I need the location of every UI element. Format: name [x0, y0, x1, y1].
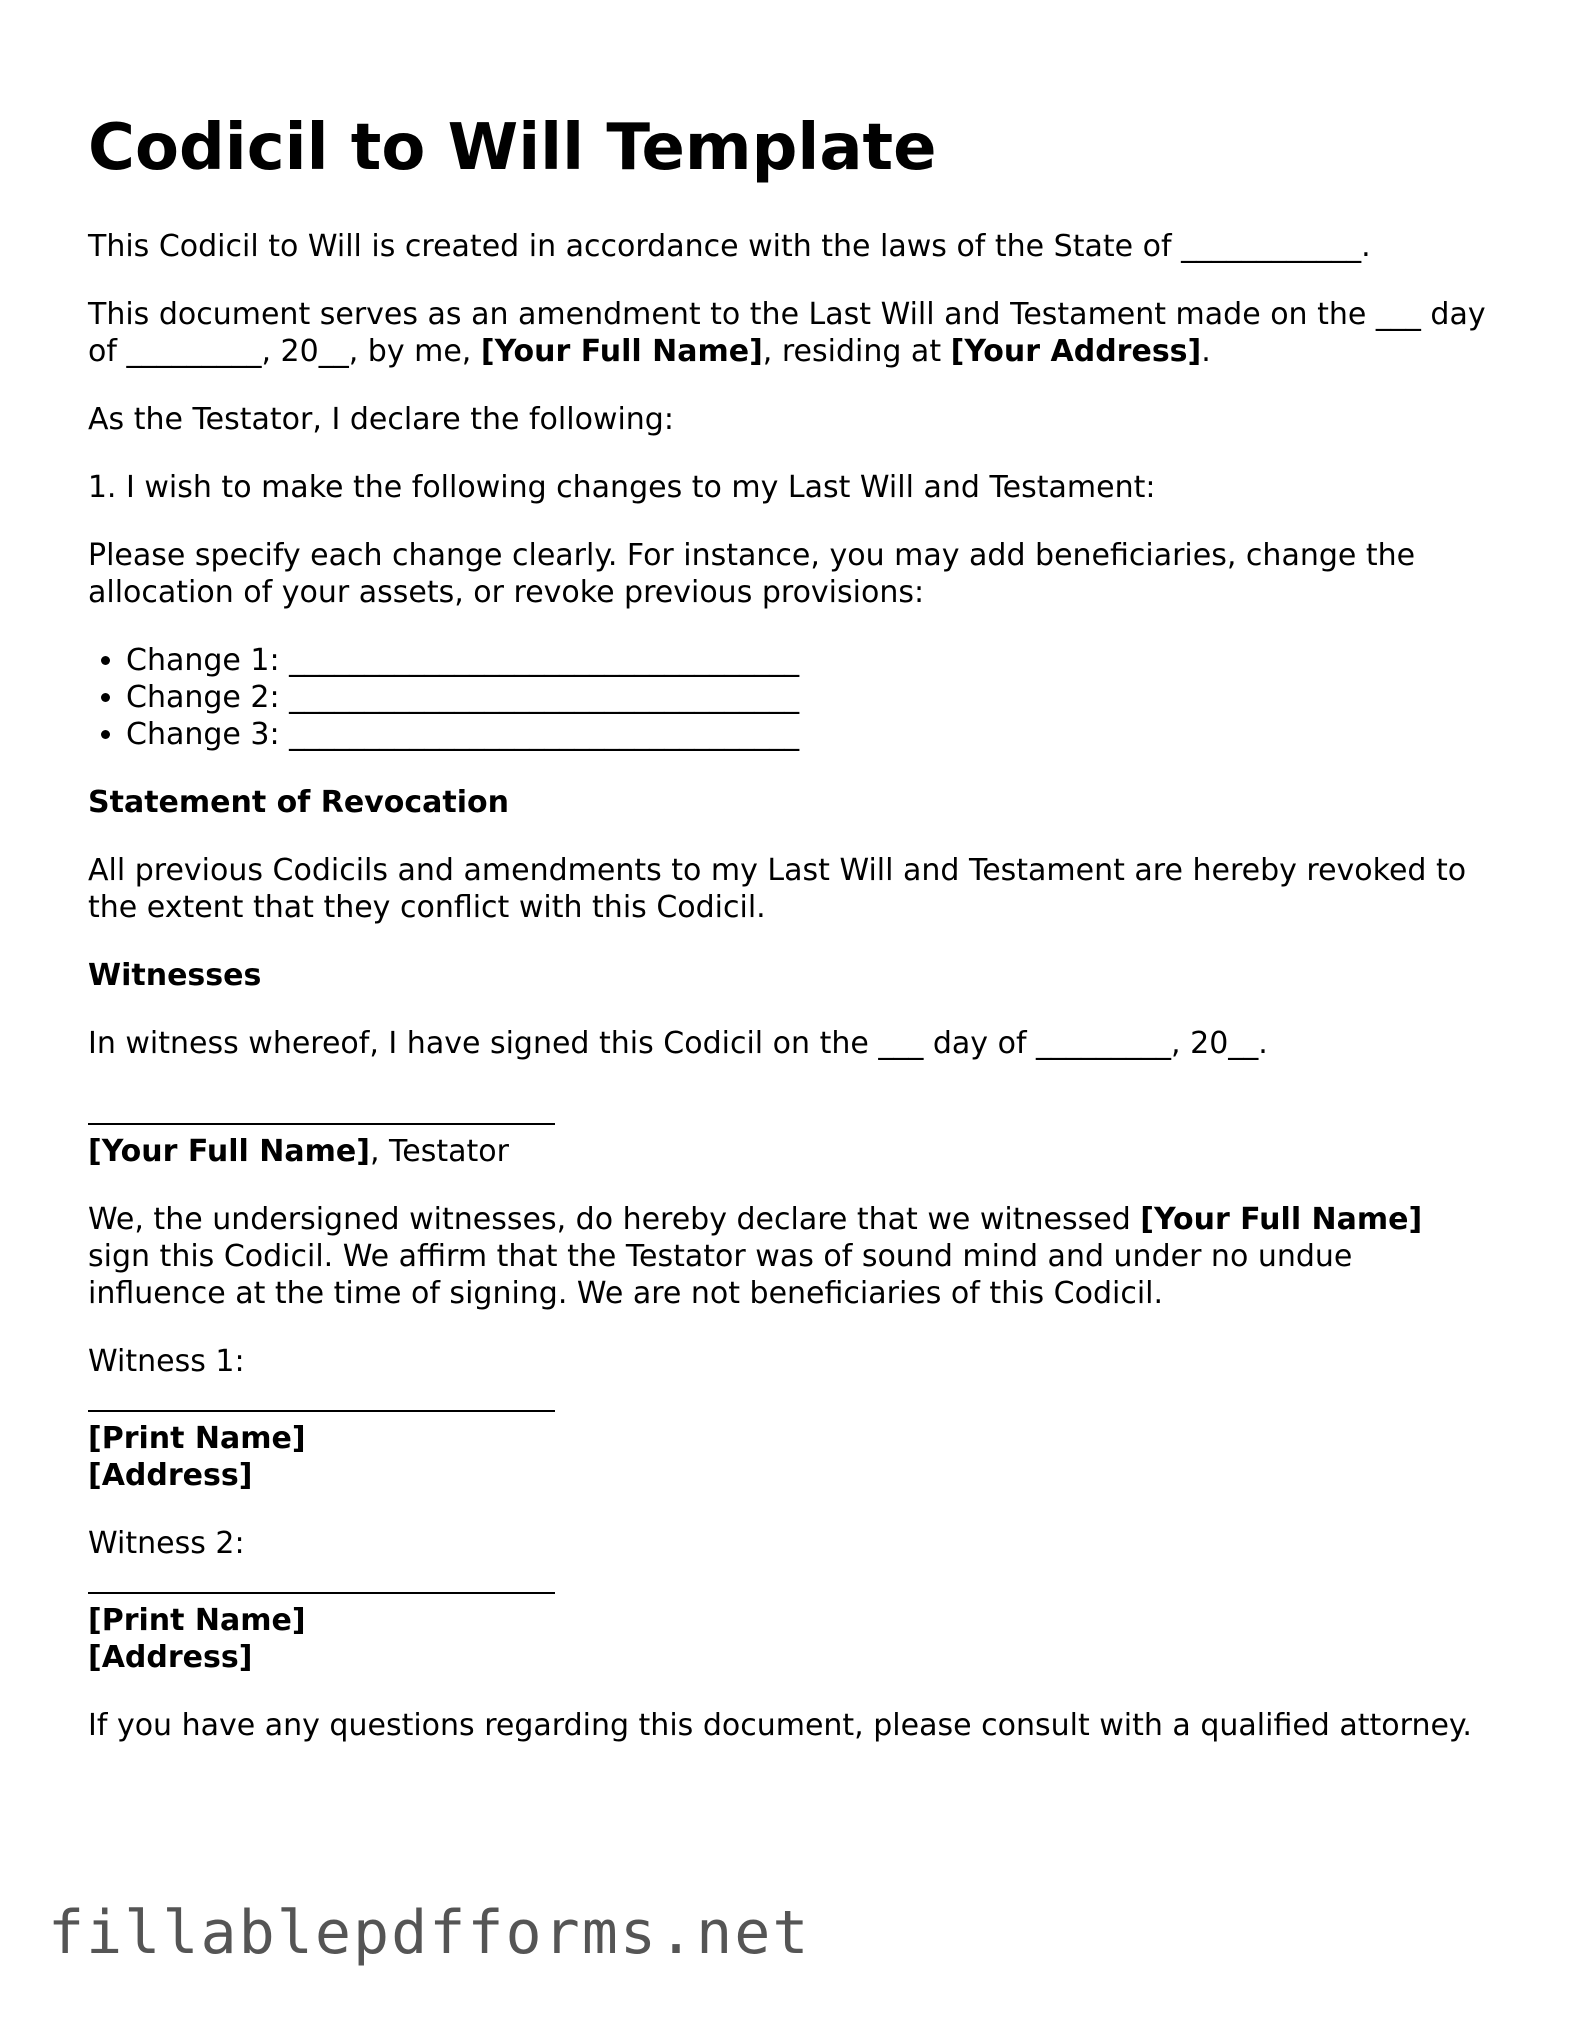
witness-2-print-name: [Print Name] [88, 1603, 306, 1638]
amendment-text-3: . [1201, 334, 1211, 369]
testator-caption [88, 1133, 1488, 1170]
declaration-text-2: sign this Codicil. We affirm that the Testator was of sound mind and under no undue influence at the time of signing. We are not beneficiaries of this Codicil. [88, 1239, 1353, 1311]
witness-1-label: Witness 1: [88, 1344, 245, 1379]
witness-1-print-name: [Print Name] [88, 1421, 306, 1456]
witnesses-heading: Witnesses [88, 958, 262, 993]
amendment-text-1: This document serves as an amendment to the Last Will and Testament made on the ___ day of _________, 20__, by me, [88, 297, 1486, 369]
declare-paragraph: As the Testator, I declare the following: [88, 402, 674, 437]
watermark: fillablepdfforms.net [48, 1898, 811, 1968]
full-name-placeholder: [Your Full Name] [480, 334, 763, 369]
closing-paragraph: If you have any questions regarding this document, please consult with a qualified attorney. [88, 1708, 1472, 1743]
amendment-paragraph [88, 296, 1488, 370]
revocation-paragraph: All previous Codicils and amendments to my Last Will and Testament are hereby revoked to the extent that they conflict with this Codicil. [88, 853, 1467, 925]
numbered-list [88, 469, 1488, 506]
declaration-text-1: We, the undersigned witnesses, do hereby declare that we witnessed [88, 1202, 1141, 1237]
revocation-heading: Statement of Revocation [88, 785, 509, 820]
list-item: 1. I wish to make the following changes to my Last Will and Testament: [126, 469, 1488, 506]
document-page [88, 108, 1488, 1775]
change-item: • Change 2: __________________________________ [126, 679, 1488, 716]
testator-name: [Your Full Name] [88, 1134, 370, 1169]
witness-2-label: Witness 2: [88, 1526, 245, 1561]
change-item: • Change 3: __________________________________ [126, 716, 1488, 753]
testator-signature-block [88, 1093, 1488, 1170]
intro-paragraph: This Codicil to Will is created in accordance with the laws of the State of ____________. [88, 229, 1371, 264]
address-placeholder: [Your Address] [950, 334, 1202, 369]
witness-2-signature-line [88, 1592, 555, 1594]
page-title: Codicil to Will Template [88, 111, 937, 185]
change-item: • Change 1: __________________________________ [126, 642, 1488, 679]
testator-signature-line [88, 1123, 555, 1125]
instructions-paragraph: Please specify each change clearly. For instance, you may add beneficiaries, change the allocation of your assets, or revoke previous provisions: [88, 538, 1416, 610]
declaration-name: [Your Full Name] [1140, 1202, 1423, 1237]
witness-2-address: [Address] [88, 1640, 253, 1675]
changes-list [88, 642, 1488, 753]
testator-role: , Testator [369, 1134, 509, 1169]
signed-paragraph: In witness whereof, I have signed this Codicil on the ___ day of _________, 20__. [88, 1026, 1268, 1061]
witness-1-address: [Address] [88, 1458, 253, 1493]
witness-1-signature-block [88, 1380, 1488, 1494]
witness-declaration [88, 1201, 1488, 1312]
witness-1-signature-line [88, 1410, 555, 1412]
amendment-text-2: , residing at [762, 334, 951, 369]
witness-2-signature-block [88, 1562, 1488, 1676]
